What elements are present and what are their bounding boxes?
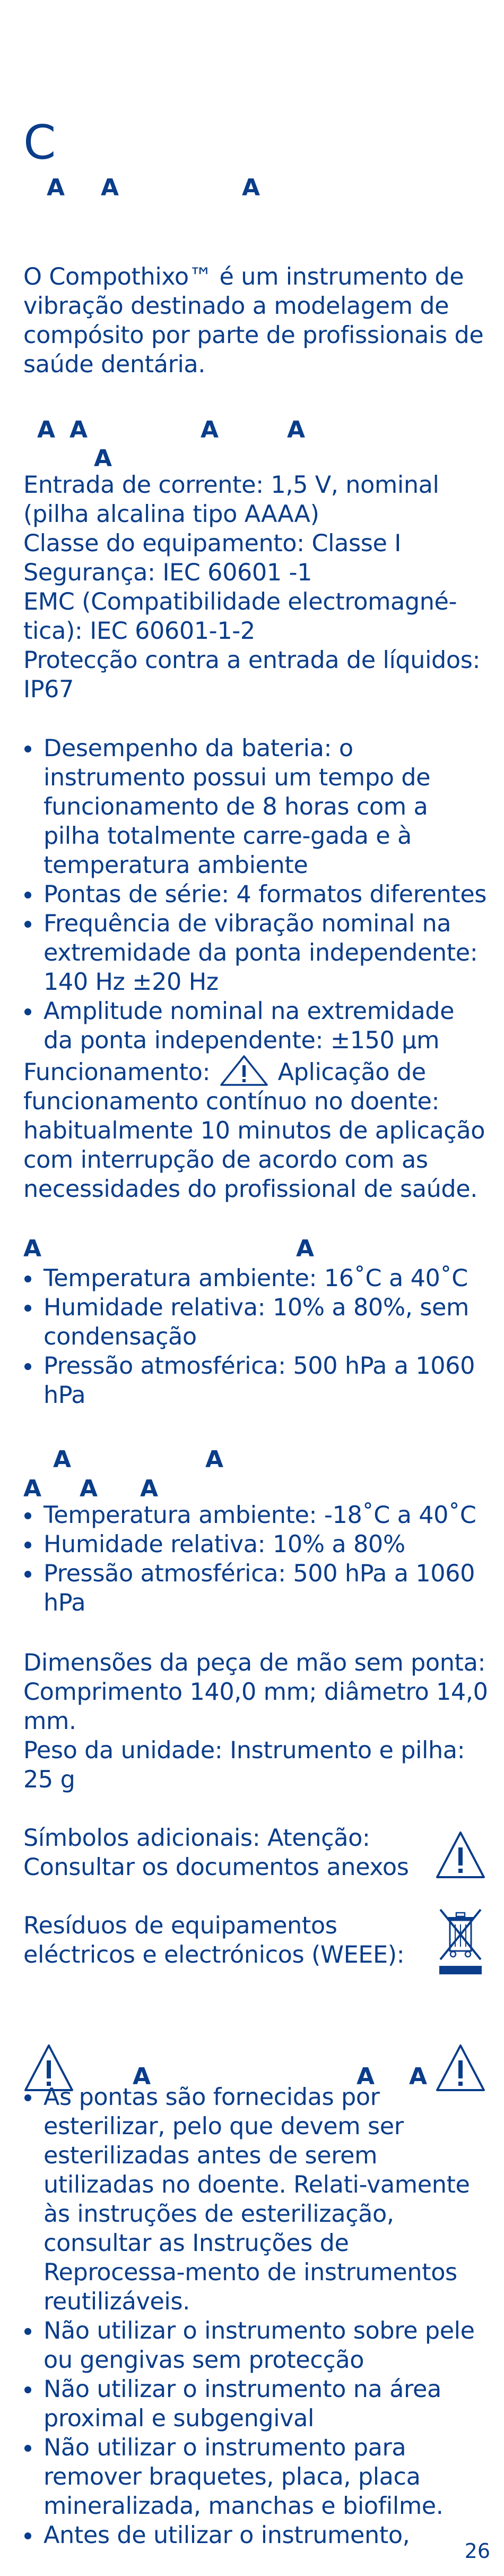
list-item: Pressão atmosférica: 500 hPa a 1060 hPa [23,1559,490,1618]
warnings-heading-fragment: A [409,2063,428,2090]
operation-first-line [23,1055,490,1087]
spec-line: IP67 [23,676,74,703]
list-item: Não utilizar o instrumento sobre pele ou gengivas sem protecção [23,2316,490,2375]
heading-fragment: A [47,174,65,201]
spec-line: EMC (Compatibilidade electromagné- [23,588,457,615]
list-item: Temperatura ambiente: -18˚C a 40˚C [23,1501,490,1530]
section-letter: C [23,115,56,170]
operating-heading-fragment: A [296,1235,315,1262]
spec-line: (pilha alcalina tipo AAAA) [23,501,319,528]
list-item: Pressão atmosférica: 500 hPa a 1060 hPa [23,1351,490,1410]
operation-label: Funcionamento: [23,1059,211,1086]
storage-heading-fragment: A [53,1446,72,1473]
list-item: Desempenho da bateria: o instrumento possui um tempo de funcionamento de 8 horas com a pilha totalmente carre-gada e à temperatura ambiente [23,734,490,880]
dimensions-paragraph: Dimensões da peça de mão sem ponta: Comprimento 140,0 mm; diâmetro 14,0 mm. [23,1649,488,1735]
spec-line: Entrada de corrente: 1,5 V, nominal [23,472,439,499]
storage-conditions-list [23,1501,490,1618]
spec-line: Segurança: IEC 60601 -1 [23,559,312,586]
page-number: 26 [464,2539,490,2563]
warnings-heading-fragment: A [357,2063,375,2090]
list-item: Amplitude nominal na extremidade da ponta independente: ±150 µm [23,997,490,1055]
operation-rest: funcionamento contínuo no doente: habitualmente 10 minutos de aplicação com interrupção de acordo com as necessidades do profissional de saúde. [23,1088,485,1203]
storage-heading-fragment: A [205,1446,224,1473]
warning-triangle-icon [435,1830,486,1879]
list-item: Não utilizar o instrumento na área proximal e subgengival [23,2375,490,2433]
specs-heading-fragment: A [94,445,112,472]
warnings-list [23,2083,490,2550]
heading-fragment: A [242,174,260,201]
warning-triangle-icon [220,1055,268,1086]
list-item: As pontas são fornecidas por esterilizar, pelo que devem ser esterilizadas antes de serem utilizadas no doente. Relati-vamente às instruções de esterilização, consultar as Instruções de Reprocessa-mento de instrumentos reutilizáveis. [23,2083,490,2316]
specs-heading-fragment: A [201,416,219,443]
operation-paragraph [23,1055,490,1204]
specs-heading-fragment: A [287,416,306,443]
storage-heading-fragment: A [80,1475,98,1502]
attention-symbol-text: Símbolos adicionais: Atenção: Consultar os documentos anexos [23,1825,409,1881]
list-item: Temperatura ambiente: 16˚C a 40˚C [23,1264,490,1293]
list-item: Antes de utilizar o instrumento, [23,2521,490,2550]
list-item: Não utilizar o instrumento para remover braquetes, placa, placa mineralizada, manchas e biofilme. [23,2433,490,2521]
list-item: Humidade relativa: 10% a 80%, sem condensação [23,1293,490,1351]
crossed-out-bin-icon [435,1906,486,1976]
operating-conditions-list [23,1264,490,1410]
storage-heading-fragment: A [140,1475,159,1502]
specs-block [23,470,490,704]
weee-symbol-text: Resíduos de equipamentos eléctricos e electrónicos (WEEE): [23,1912,405,1969]
specs-heading-fragment: A [69,416,88,443]
specs-heading-fragment: A [37,416,56,443]
spec-line: tica): IEC 60601-1-2 [23,618,255,645]
operation-text: Aplicação de [277,1059,426,1086]
spec-line: Classe do equipamento: Classe I [23,530,401,557]
operating-heading-fragment: A [23,1235,42,1262]
weight-paragraph: Peso da unidade: Instrumento e pilha: 25 g [23,1737,465,1793]
storage-heading-fragment: A [23,1475,42,1502]
intro-paragraph: O Compothixo™ é um instrumento de vibração destinado a modelagem de compósito por parte de profissionais de saúde dentária. [23,263,484,378]
performance-list [23,734,490,1055]
spec-line: Protecção contra a entrada de líquidos: [23,647,481,674]
warnings-heading-fragment: A [133,2063,151,2090]
heading-fragment: A [101,174,119,201]
list-item: Humidade relativa: 10% a 80% [23,1530,490,1559]
list-item: Frequência de vibração nominal na extremidade da ponta independente: 140 Hz ±20 Hz [23,909,490,997]
list-item: Pontas de série: 4 formatos diferentes [23,880,490,909]
